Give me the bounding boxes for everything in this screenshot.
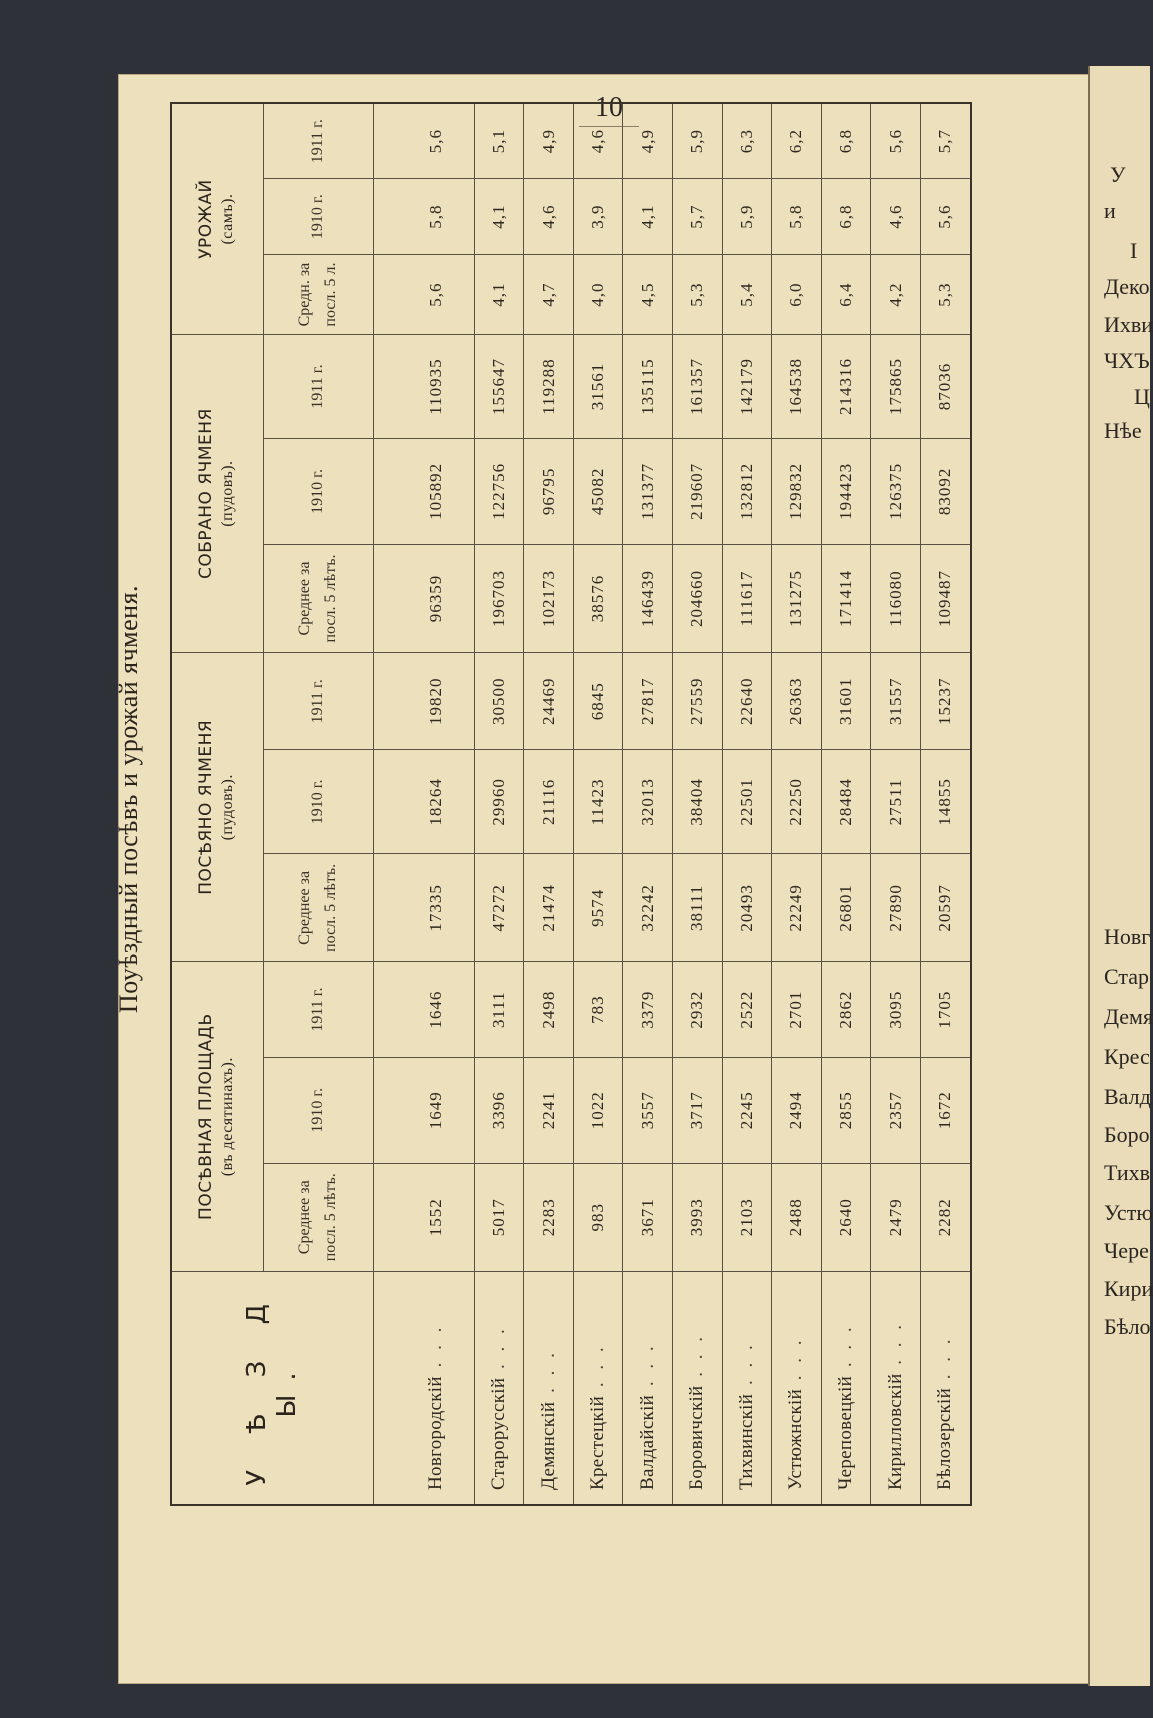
area-cell: 1552 <box>373 1163 474 1271</box>
area-cell: 3111 <box>474 962 524 1057</box>
yield-cell: 4,6 <box>573 103 623 179</box>
harvest-cell: 116080 <box>871 544 921 652</box>
subheader-1911: 1911 г. <box>263 653 373 750</box>
subheader-1911: 1911 г. <box>263 962 373 1057</box>
sown-cell: 27559 <box>673 653 723 750</box>
area-cell: 3396 <box>474 1057 524 1163</box>
yield-cell: 5,9 <box>722 179 772 255</box>
area-cell: 2103 <box>722 1163 772 1271</box>
yield-cell: 5,3 <box>920 255 971 335</box>
harvest-cell: 131377 <box>623 438 673 544</box>
table-row <box>373 103 474 1505</box>
harvest-cell: 96359 <box>373 544 474 652</box>
area-cell: 3557 <box>623 1057 673 1163</box>
area-cell: 5017 <box>474 1163 524 1271</box>
uezd-name <box>871 1271 921 1505</box>
yield-cell: 4,9 <box>524 103 574 179</box>
subheader-1911: 1911 г. <box>263 335 373 439</box>
adjacent-text: Валд <box>1104 1084 1151 1109</box>
adjacent-text: Нѣе <box>1104 418 1142 443</box>
header-sown-area-title: ПОСѢВНАЯ ПЛОЩАДЬ <box>196 1013 217 1220</box>
table-row <box>524 103 574 1505</box>
table-row <box>722 103 772 1505</box>
yield-cell: 4,5 <box>623 255 673 335</box>
subheader-1910: 1910 г. <box>263 438 373 544</box>
uezd-name <box>772 1271 822 1505</box>
sown-cell: 38111 <box>673 854 723 962</box>
harvest-cell: 131275 <box>772 544 822 652</box>
area-cell: 3379 <box>623 962 673 1057</box>
table-row <box>474 103 524 1505</box>
table-row <box>821 103 871 1505</box>
harvest-cell: 132812 <box>722 438 772 544</box>
yield-cell: 4,1 <box>474 255 524 335</box>
yield-cell: 6,0 <box>772 255 822 335</box>
adjacent-text: Чере <box>1104 1238 1149 1263</box>
harvest-cell: 194423 <box>821 438 871 544</box>
subheader-1910: 1910 г. <box>263 1057 373 1163</box>
header-sown-area-unit: (въ десятинахъ). <box>219 1057 237 1177</box>
harvest-cell: 111617 <box>722 544 772 652</box>
harvest-cell: 119288 <box>524 335 574 439</box>
header-barley-harvested-unit: (пудовъ). <box>219 460 237 527</box>
adjacent-text: Тихв <box>1104 1160 1151 1185</box>
yield-cell: 4,1 <box>474 179 524 255</box>
yield-cell: 4,6 <box>524 179 574 255</box>
sown-cell: 21474 <box>524 854 574 962</box>
yield-cell: 4,9 <box>623 103 673 179</box>
harvest-cell: 204660 <box>673 544 723 652</box>
area-cell: 3671 <box>623 1163 673 1271</box>
sown-cell: 27817 <box>623 653 673 750</box>
leader-dots: . . . <box>884 1320 906 1374</box>
harvest-cell: 142179 <box>722 335 772 439</box>
harvest-cell: 87036 <box>920 335 971 439</box>
sown-cell: 38404 <box>673 750 723 854</box>
uezd-name <box>821 1271 871 1505</box>
leader-dots: . . . <box>537 1349 559 1402</box>
adjacent-text: Ц <box>1134 384 1150 409</box>
sown-cell: 28484 <box>821 750 871 854</box>
harvest-cell: 83092 <box>920 438 971 544</box>
area-cell: 2245 <box>722 1057 772 1163</box>
area-cell: 3717 <box>673 1057 723 1163</box>
area-cell: 1672 <box>920 1057 971 1163</box>
area-cell: 1649 <box>373 1057 474 1163</box>
table-body <box>373 103 971 1505</box>
harvest-cell: 146439 <box>623 544 673 652</box>
harvest-cell: 31561 <box>573 335 623 439</box>
yield-cell: 5,6 <box>920 179 971 255</box>
uezd-name <box>722 1271 772 1505</box>
uezd-name-text: Валдайскій <box>636 1394 658 1490</box>
area-cell: 783 <box>573 962 623 1057</box>
adjacent-text: Бѣло <box>1104 1314 1151 1339</box>
uezd-name-text: Крестецкій <box>587 1395 609 1490</box>
adjacent-text: Крес <box>1104 1044 1150 1069</box>
area-cell: 983 <box>573 1163 623 1271</box>
header-yield <box>171 103 263 335</box>
area-cell: 3095 <box>871 962 921 1057</box>
area-cell: 3993 <box>673 1163 723 1271</box>
area-cell: 2282 <box>920 1163 971 1271</box>
yield-cell: 4,6 <box>871 179 921 255</box>
sown-cell: 9574 <box>573 854 623 962</box>
yield-cell: 5,8 <box>373 179 474 255</box>
harvest-cell: 45082 <box>573 438 623 544</box>
yield-cell: 4,1 <box>623 179 673 255</box>
uezd-name-text: Боровичскій <box>686 1385 708 1490</box>
area-cell: 2494 <box>772 1057 822 1163</box>
adjacent-text: ЧХЪ <box>1104 348 1150 373</box>
adjacent-text: Стар <box>1104 964 1150 989</box>
subheader-avg5: Среднее за посл. 5 лѣтъ. <box>263 544 373 652</box>
yield-cell: 5,1 <box>474 103 524 179</box>
uezd-name-text: Демянскій <box>537 1401 559 1490</box>
sown-cell: 22640 <box>722 653 772 750</box>
harvest-cell: 171414 <box>821 544 871 652</box>
table-row <box>623 103 673 1505</box>
adjacent-text: Деко <box>1104 274 1150 299</box>
header-barley-sown-unit: (пудовъ). <box>219 774 237 841</box>
uezd-name-text: Кирилловскій <box>884 1373 906 1490</box>
subheader-avg5-short: Средн. за посл. 5 л. <box>263 255 373 335</box>
sown-cell: 32013 <box>623 750 673 854</box>
harvest-cell: 109487 <box>920 544 971 652</box>
area-cell: 1022 <box>573 1057 623 1163</box>
sown-cell: 11423 <box>573 750 623 854</box>
sown-cell: 32242 <box>623 854 673 962</box>
harvest-cell: 102173 <box>524 544 574 652</box>
subheader-avg5: Среднее за посл. 5 лѣтъ. <box>263 854 373 962</box>
adjacent-text: Кири <box>1104 1276 1153 1301</box>
sown-cell: 31601 <box>821 653 871 750</box>
leader-dots: . . . <box>735 1341 757 1394</box>
header-uezdy: У Ѣ З Д Ы. <box>171 1271 373 1505</box>
uezd-name-text: Тихвинскій <box>735 1393 757 1490</box>
yield-cell: 6,8 <box>821 103 871 179</box>
header-yield-title: УРОЖАЙ <box>196 179 217 259</box>
yield-cell: 5,6 <box>373 103 474 179</box>
adjacent-text: У <box>1110 162 1126 187</box>
sown-cell: 17335 <box>373 854 474 962</box>
area-cell: 2479 <box>871 1163 921 1271</box>
header-barley-harvested <box>171 335 263 653</box>
yield-cell: 4,2 <box>871 255 921 335</box>
sown-cell: 22249 <box>772 854 822 962</box>
adjacent-text: Ихви <box>1104 312 1153 337</box>
uezd-name-text: Старорусскій <box>488 1377 510 1490</box>
yield-cell: 4,7 <box>524 255 574 335</box>
page-number: 10 <box>118 92 1100 127</box>
area-cell: 2357 <box>871 1057 921 1163</box>
uezd-name-text: Бѣлозерскій <box>934 1387 956 1490</box>
sown-cell: 21116 <box>524 750 574 854</box>
harvest-cell: 164538 <box>772 335 822 439</box>
harvest-cell: 175865 <box>871 335 921 439</box>
sown-cell: 31557 <box>871 653 921 750</box>
sown-cell: 27511 <box>871 750 921 854</box>
leader-dots: . . . <box>835 1323 856 1376</box>
harvest-cell: 129832 <box>772 438 822 544</box>
leader-dots: . . . <box>587 1343 609 1396</box>
area-cell: 2241 <box>524 1057 574 1163</box>
harvest-cell: 219607 <box>673 438 723 544</box>
leader-dots: . . . <box>636 1342 658 1395</box>
yield-cell: 6,3 <box>722 103 772 179</box>
area-cell: 2488 <box>772 1163 822 1271</box>
yield-cell: 5,9 <box>673 103 723 179</box>
uezd-name <box>920 1271 971 1505</box>
sown-cell: 24469 <box>524 653 574 750</box>
area-cell: 2932 <box>673 962 723 1057</box>
harvest-cell: 96795 <box>524 438 574 544</box>
uezd-name-text: Череповецкій <box>835 1375 856 1490</box>
area-cell: 2640 <box>821 1163 871 1271</box>
subheader-avg5: Среднее за посл. 5 лѣтъ. <box>263 1163 373 1271</box>
sown-cell: 47272 <box>474 854 524 962</box>
area-cell: 1705 <box>920 962 971 1057</box>
yield-cell: 6,8 <box>821 179 871 255</box>
leader-dots: . . . <box>488 1325 510 1378</box>
sown-cell: 22250 <box>772 750 822 854</box>
area-cell: 2701 <box>772 962 822 1057</box>
area-cell: 2283 <box>524 1163 574 1271</box>
table-row <box>673 103 723 1505</box>
area-cell: 1646 <box>373 962 474 1057</box>
area-cell: 2522 <box>722 962 772 1057</box>
subheader-1910: 1910 г. <box>263 179 373 255</box>
table-row <box>573 103 623 1505</box>
harvest-cell: 122756 <box>474 438 524 544</box>
sown-cell: 22501 <box>722 750 772 854</box>
harvest-cell: 155647 <box>474 335 524 439</box>
uezd-name <box>474 1271 524 1505</box>
header-barley-harvested-title: СОБРАНО ЯЧМЕНЯ <box>196 408 217 580</box>
sown-cell: 15237 <box>920 653 971 750</box>
harvest-cell: 196703 <box>474 544 524 652</box>
uezd-name <box>673 1271 723 1505</box>
yield-cell: 5,6 <box>871 103 921 179</box>
yield-cell: 3,9 <box>573 179 623 255</box>
rotated-table-block <box>114 84 974 1514</box>
harvest-cell: 161357 <box>673 335 723 439</box>
adjacent-text: Демя <box>1104 1004 1153 1029</box>
table-row <box>871 103 921 1505</box>
adjacent-text: Устю <box>1104 1200 1153 1225</box>
header-barley-sown-title: ПОСѢЯНО ЯЧМЕНЯ <box>196 719 217 895</box>
uezd-name-text: Новгородскій <box>424 1376 446 1490</box>
uezd-name <box>573 1271 623 1505</box>
leader-dots: . . . <box>686 1332 708 1386</box>
yield-cell: 5,7 <box>673 179 723 255</box>
harvest-cell: 38576 <box>573 544 623 652</box>
yield-cell: 5,8 <box>772 179 822 255</box>
table-row <box>772 103 822 1505</box>
yield-cell: 5,4 <box>722 255 772 335</box>
uezd-name-text: Устюжнскій <box>785 1388 807 1490</box>
sown-cell: 19820 <box>373 653 474 750</box>
sown-cell: 30500 <box>474 653 524 750</box>
uezd-name <box>524 1271 574 1505</box>
subheader-1910: 1910 г. <box>263 750 373 854</box>
table-title: Поуѣздный посѣвъ и урожай ячменя. <box>114 584 143 1014</box>
sown-cell: 26363 <box>772 653 822 750</box>
sown-cell: 14855 <box>920 750 971 854</box>
yield-cell: 5,6 <box>373 255 474 335</box>
adjacent-text: Боро <box>1104 1122 1150 1147</box>
adjacent-text: и <box>1104 198 1116 223</box>
sown-cell: 20493 <box>722 854 772 962</box>
sown-cell: 26801 <box>821 854 871 962</box>
sown-cell: 27890 <box>871 854 921 962</box>
sown-cell: 6845 <box>573 653 623 750</box>
harvest-cell: 105892 <box>373 438 474 544</box>
subheader-1911: 1911 г. <box>263 103 373 179</box>
adjacent-page-edge <box>1088 66 1153 1686</box>
yield-cell: 5,7 <box>920 103 971 179</box>
yield-cell: 4,0 <box>573 255 623 335</box>
yield-cell: 6,2 <box>772 103 822 179</box>
sown-cell: 18264 <box>373 750 474 854</box>
header-barley-sown <box>171 653 263 962</box>
sown-cell: 29960 <box>474 750 524 854</box>
table-row <box>920 103 971 1505</box>
area-cell: 2855 <box>821 1057 871 1163</box>
leader-dots: . . . <box>934 1335 956 1388</box>
header-sown-area <box>171 962 263 1271</box>
uezd-name <box>373 1271 474 1505</box>
yield-cell: 6,4 <box>821 255 871 335</box>
sown-cell: 20597 <box>920 854 971 962</box>
leader-dots: . . . <box>424 1323 446 1377</box>
header-yield-unit: (самъ). <box>219 193 237 245</box>
uezd-name <box>623 1271 673 1505</box>
harvest-cell: 126375 <box>871 438 921 544</box>
harvest-cell: 214316 <box>821 335 871 439</box>
barley-table <box>170 102 972 1506</box>
area-cell: 2498 <box>524 962 574 1057</box>
harvest-cell: 110935 <box>373 335 474 439</box>
leader-dots: . . . <box>785 1336 807 1389</box>
area-cell: 2862 <box>821 962 871 1057</box>
harvest-cell: 135115 <box>623 335 673 439</box>
adjacent-text: Новг <box>1104 924 1151 949</box>
yield-cell: 5,3 <box>673 255 723 335</box>
adjacent-text: I <box>1130 238 1138 263</box>
